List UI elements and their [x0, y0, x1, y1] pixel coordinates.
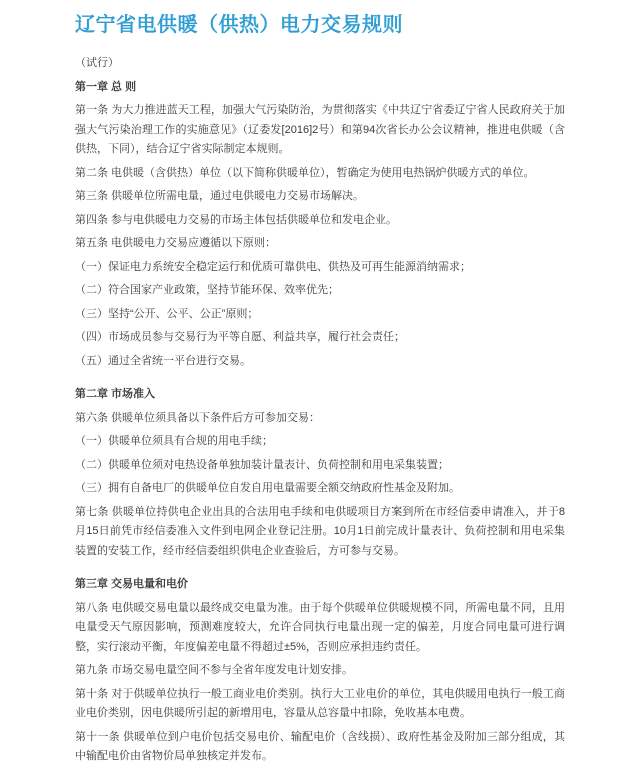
article-7: 第七条 供暖单位持供电企业出具的合法用电手续和电供暖项目方案到所在市经信委申请准入，并于8月15日前凭市经信委准入文件到电网企业登记注册。10月1日前完成计量表计、负荷控制和用电采集装置的安装工作，经市经信委组织供电企业查验后，方可参与交易。 [75, 505, 565, 557]
article-5-item-3: （三）坚持“公开、公平、公正”原则； [75, 307, 259, 320]
article-6: 第六条 供暖单位须具备以下条件后方可参加交易： [75, 411, 321, 424]
article-6-item-3: （三）拥有自备电厂的供暖单位自发自用电量需要全额交纳政府性基金及附加。 [75, 482, 460, 494]
article-6-item-2: （二）供暖单位须对电热设备单独加装计量表计、负荷控制和用电采集装置； [75, 458, 449, 471]
chapter-1 [75, 78, 565, 372]
chapter-3-heading: 第三章 交易电量和电价 [75, 578, 189, 590]
chapter-2-heading: 第二章 市场准入 [75, 388, 156, 400]
article-5-item-1: （一）保证电力系统安全稳定运行和优质可靠供电、供热及可再生能源消纳需求； [75, 260, 471, 273]
article-11: 第十一条 供暖单位到户电价包括交易电价、输配电价（含线损）、政府性基金及附加三部分组成，其中输配电价由省物价局单独核定并发布。 [75, 730, 565, 762]
article-10: 第十条 对于供暖单位执行一般工商业电价类别。执行大工业电价的单位，其电供暖用电执行一般工商业电价类别，因电供暖所引起的新增用电，容量从总容量中扣除，免收基本电费。 [75, 687, 565, 719]
document-subtitle: （试行） [75, 57, 119, 69]
chapter-3 [75, 575, 565, 767]
article-5-item-5: （五）通过全省统一平台进行交易。 [75, 354, 251, 367]
article-8: 第八条 电供暖交易电量以最终成交电量为准。由于每个供暖单位供暖规模不同，所需电量不同，且用电量受天气原因影响，预测难度较大，允许合同执行电量出现一定的偏差，月度合同电量可进行调整，实行滚动平衡，年度偏差电量不得超过±5%，否则应承担违约责任。 [75, 601, 565, 653]
chapter-2 [75, 385, 565, 561]
article-6-item-1: （一）供暖单位须具有合规的用电手续； [75, 435, 273, 447]
document-title: 辽宁省电供暖（供热）电力交易规则 [75, 14, 403, 36]
article-5: 第五条 电供暖电力交易应遵循以下原则： [75, 237, 277, 249]
article-1: 第一条 为大力推进蓝天工程，加强大气污染防治，为贯彻落实《中共辽宁省委辽宁省人民政府关于加强大气污染治理工作的实施意见》（辽委发[2016]2号）和第94次省长办公会议精神，推进电供暖（含供热，下同），结合辽宁省实际制定本规则。 [75, 104, 565, 155]
chapter-1-heading: 第一章 总 则 [75, 80, 137, 93]
article-5-item-2: （二）符合国家产业政策，坚持节能环保、效率优先； [75, 284, 339, 296]
article-9: 第九条 市场交易电量空间不参与全省年度发电计划安排。 [75, 664, 354, 676]
article-4: 第四条 参与电供暖电力交易的市场主体包括供暖单位和发电企业。 [75, 213, 398, 226]
article-5-item-4: （四）市场成员参与交易行为平等自愿、利益共享，履行社会责任； [75, 331, 405, 343]
article-3: 第三条 供暖单位所需电量，通过电供暖电力交易市场解决。 [75, 190, 365, 202]
article-2: 第二条 电供暖（含供热）单位（以下简称供暖单位），暂确定为使用电热锅炉供暖方式的单位。 [75, 166, 535, 179]
